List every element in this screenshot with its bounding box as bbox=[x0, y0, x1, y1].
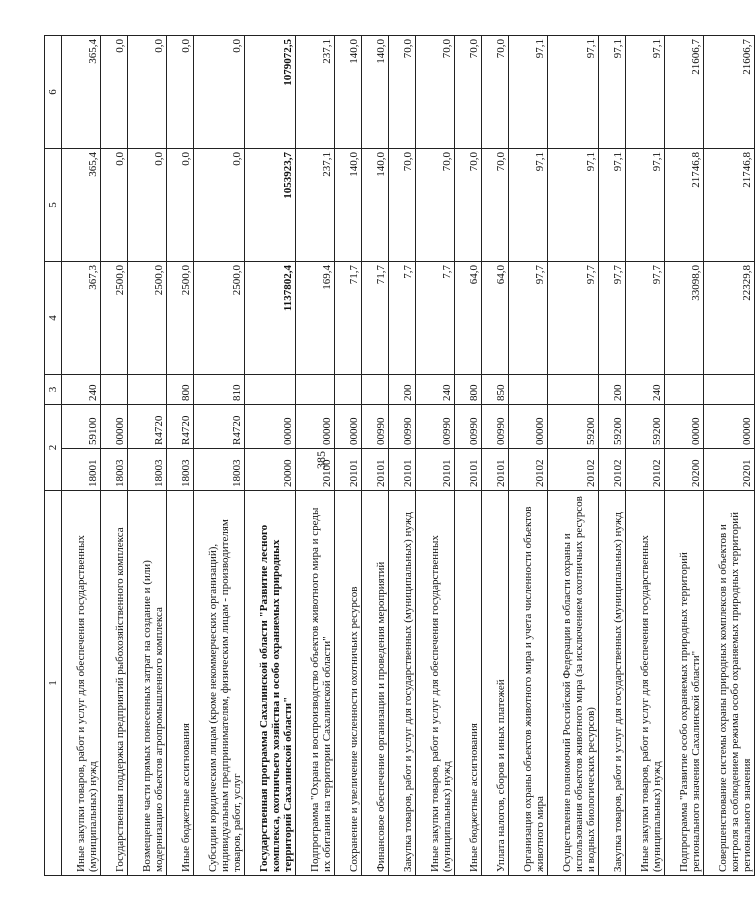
row-code-type-cell bbox=[335, 375, 362, 405]
header-cell-4: 4 bbox=[45, 262, 62, 375]
row-name-cell: Государственная программа Сахалинской области "Развитие лесного комплекса, охотничьего хозяйства и особо охраняемых природных территорий Сахалинской области" bbox=[245, 491, 296, 876]
row-code-type-cell bbox=[548, 375, 599, 405]
row-value-col4-cell: 367,3 bbox=[62, 262, 101, 375]
row-value-col6-cell: 21606,7 bbox=[665, 36, 704, 149]
row-code-target-cell: 20101 bbox=[455, 449, 482, 491]
table-row bbox=[194, 36, 245, 876]
row-value-col5-cell: 1053923,7 bbox=[245, 149, 296, 262]
row-value-col6-cell: 0,0 bbox=[128, 36, 167, 149]
row-code-type-cell bbox=[704, 375, 755, 405]
row-code-direction-cell: R4720 bbox=[194, 405, 245, 449]
table-row bbox=[599, 36, 626, 876]
row-value-col4-cell: 2500,0 bbox=[128, 262, 167, 375]
row-code-type-cell bbox=[296, 375, 335, 405]
row-name-cell: Подпрограмма "Охрана и воспроизводство объектов животного мира и среды их обитания на территории Сахалинской области" bbox=[296, 491, 335, 876]
row-value-col6-cell: 0,0 bbox=[167, 36, 194, 149]
row-code-target-cell: 20200 bbox=[665, 449, 704, 491]
row-name-cell: Иные закупки товаров, работ и услуг для обеспечения государственных (муниципальных) нужд bbox=[416, 491, 455, 876]
row-value-col4-cell: 7,7 bbox=[389, 262, 416, 375]
row-code-type-cell bbox=[665, 375, 704, 405]
row-name-cell: Субсидии юридическим лицам (кроме некоммерческих организаций), индивидуальным предпринимателям, физическим лицам - производителям товаров, работ, услуг bbox=[194, 491, 245, 876]
row-code-direction-cell: 00990 bbox=[455, 405, 482, 449]
row-value-col4-cell: 71,7 bbox=[335, 262, 362, 375]
row-value-col5-cell: 70,0 bbox=[389, 149, 416, 262]
row-name-cell: Уплата налогов, сборов и иных платежей bbox=[482, 491, 509, 876]
row-value-col4-cell: 169,4 bbox=[296, 262, 335, 375]
row-code-direction-cell: 59100 bbox=[62, 405, 101, 449]
row-value-col5-cell: 70,0 bbox=[482, 149, 509, 262]
row-value-col5-cell: 97,1 bbox=[548, 149, 599, 262]
table-row bbox=[296, 36, 335, 876]
row-code-type-cell bbox=[245, 375, 296, 405]
row-code-direction-cell: 00990 bbox=[482, 405, 509, 449]
row-value-col5-cell: 0,0 bbox=[128, 149, 167, 262]
row-code-direction-cell: 00000 bbox=[509, 405, 548, 449]
row-code-target-cell: 18003 bbox=[128, 449, 167, 491]
table-row bbox=[626, 36, 665, 876]
page-number: 385 bbox=[314, 451, 328, 469]
row-value-col4-cell: 2500,0 bbox=[167, 262, 194, 375]
row-value-col6-cell: 97,1 bbox=[509, 36, 548, 149]
row-code-direction-cell: 00990 bbox=[416, 405, 455, 449]
row-value-col6-cell: 0,0 bbox=[194, 36, 245, 149]
row-code-direction-cell: 00000 bbox=[704, 405, 755, 449]
row-code-direction-cell: 00000 bbox=[101, 405, 128, 449]
row-code-type-cell: 850 bbox=[482, 375, 509, 405]
row-value-col6-cell: 70,0 bbox=[482, 36, 509, 149]
row-value-col6-cell: 140,0 bbox=[362, 36, 389, 149]
budget-table bbox=[44, 35, 755, 876]
header-cell-6: 6 bbox=[45, 36, 62, 149]
header-cell-5: 5 bbox=[45, 149, 62, 262]
row-value-col5-cell: 140,0 bbox=[335, 149, 362, 262]
table-row bbox=[245, 36, 296, 876]
row-value-col4-cell: 22329,8 bbox=[704, 262, 755, 375]
table-row bbox=[704, 36, 755, 876]
row-code-target-cell: 20101 bbox=[362, 449, 389, 491]
table-row bbox=[665, 36, 704, 876]
row-value-col4-cell: 1137802,4 bbox=[245, 262, 296, 375]
row-value-col5-cell: 0,0 bbox=[101, 149, 128, 262]
row-value-col6-cell: 237,1 bbox=[296, 36, 335, 149]
header-row bbox=[45, 36, 62, 876]
row-value-col6-cell: 97,1 bbox=[626, 36, 665, 149]
table-row bbox=[62, 36, 101, 876]
row-value-col5-cell: 97,1 bbox=[599, 149, 626, 262]
table-row bbox=[416, 36, 455, 876]
row-name-cell: Иные бюджетные ассигнования bbox=[455, 491, 482, 876]
row-name-cell: Сохранение и увеличение численности охотничьих ресурсов bbox=[335, 491, 362, 876]
row-value-col5-cell: 0,0 bbox=[167, 149, 194, 262]
row-value-col5-cell: 237,1 bbox=[296, 149, 335, 262]
row-code-target-cell: 20102 bbox=[599, 449, 626, 491]
row-code-type-cell: 200 bbox=[389, 375, 416, 405]
row-code-target-cell: 20101 bbox=[416, 449, 455, 491]
row-value-col4-cell: 64,0 bbox=[455, 262, 482, 375]
row-value-col4-cell: 97,7 bbox=[548, 262, 599, 375]
row-name-cell: Осуществление полномочий Российской Федерации в области охраны и использования объектов животного мира (за исключением охотничьих ресурсов и водных биологических ресурсов) bbox=[548, 491, 599, 876]
row-code-type-cell: 800 bbox=[167, 375, 194, 405]
table-row bbox=[101, 36, 128, 876]
table-row bbox=[335, 36, 362, 876]
row-code-type-cell bbox=[101, 375, 128, 405]
row-value-col6-cell: 70,0 bbox=[455, 36, 482, 149]
row-code-target-cell: 20101 bbox=[335, 449, 362, 491]
row-code-type-cell: 240 bbox=[626, 375, 665, 405]
row-code-target-cell: 18003 bbox=[167, 449, 194, 491]
row-code-type-cell: 810 bbox=[194, 375, 245, 405]
row-value-col6-cell: 70,0 bbox=[389, 36, 416, 149]
row-name-cell: Иные закупки товаров, работ и услуг для обеспечения государственных (муниципальных) нужд bbox=[62, 491, 101, 876]
row-code-direction-cell: R4720 bbox=[167, 405, 194, 449]
table-row bbox=[389, 36, 416, 876]
row-value-col6-cell: 140,0 bbox=[335, 36, 362, 149]
row-value-col4-cell: 97,7 bbox=[599, 262, 626, 375]
row-name-cell: Иные бюджетные ассигнования bbox=[167, 491, 194, 876]
row-code-type-cell bbox=[128, 375, 167, 405]
row-code-direction-cell: 00000 bbox=[296, 405, 335, 449]
table-row bbox=[455, 36, 482, 876]
row-value-col6-cell: 97,1 bbox=[548, 36, 599, 149]
row-code-target-cell: 20102 bbox=[548, 449, 599, 491]
row-code-target-cell: 18003 bbox=[101, 449, 128, 491]
row-value-col6-cell: 365,4 bbox=[62, 36, 101, 149]
row-code-direction-cell: 00000 bbox=[245, 405, 296, 449]
row-code-type-cell: 800 bbox=[455, 375, 482, 405]
row-value-col6-cell: 1079072,5 bbox=[245, 36, 296, 149]
row-value-col5-cell: 97,1 bbox=[509, 149, 548, 262]
row-code-target-cell: 20000 bbox=[245, 449, 296, 491]
row-name-cell: Организация охраны объектов животного мира и учета численности объектов животного мира bbox=[509, 491, 548, 876]
row-value-col5-cell: 0,0 bbox=[194, 149, 245, 262]
table-row bbox=[362, 36, 389, 876]
table-rotated-wrapper bbox=[44, 36, 753, 876]
row-code-direction-cell: 00000 bbox=[665, 405, 704, 449]
row-code-target-cell: 20201 bbox=[704, 449, 755, 491]
row-code-type-cell bbox=[362, 375, 389, 405]
row-name-cell: Закупка товаров, работ и услуг для государственных (муниципальных) нужд bbox=[389, 491, 416, 876]
table-row bbox=[167, 36, 194, 876]
row-code-direction-cell: 00990 bbox=[362, 405, 389, 449]
row-code-direction-cell: 59200 bbox=[626, 405, 665, 449]
row-name-cell: Иные закупки товаров, работ и услуг для обеспечения государственных (муниципальных) нужд bbox=[626, 491, 665, 876]
table-row bbox=[548, 36, 599, 876]
row-code-type-cell bbox=[509, 375, 548, 405]
row-name-cell: Закупка товаров, работ и услуг для государственных (муниципальных) нужд bbox=[599, 491, 626, 876]
row-code-target-cell: 20101 bbox=[389, 449, 416, 491]
row-name-cell: Возмещение части прямых понесенных затрат на создание и (или) модернизацию объектов агропромышленного комплекса bbox=[128, 491, 167, 876]
row-name-cell: Финансовое обеспечение организации и проведения мероприятий bbox=[362, 491, 389, 876]
row-value-col5-cell: 21746,8 bbox=[665, 149, 704, 262]
row-value-col4-cell: 71,7 bbox=[362, 262, 389, 375]
row-value-col5-cell: 21746,8 bbox=[704, 149, 755, 262]
row-value-col4-cell: 2500,0 bbox=[101, 262, 128, 375]
row-code-direction-cell: R4720 bbox=[128, 405, 167, 449]
row-value-col6-cell: 0,0 bbox=[101, 36, 128, 149]
row-name-cell: Совершенствование системы охраны природных комплексов и объектов и контроля за соблюдением режима особо охраняемых природных территорий регионального значения bbox=[704, 491, 755, 876]
row-code-target-cell: 20102 bbox=[509, 449, 548, 491]
row-value-col6-cell: 21606,7 bbox=[704, 36, 755, 149]
row-code-target-cell: 18001 bbox=[62, 449, 101, 491]
row-value-col6-cell: 97,1 bbox=[599, 36, 626, 149]
row-value-col5-cell: 365,4 bbox=[62, 149, 101, 262]
row-value-col4-cell: 97,7 bbox=[626, 262, 665, 375]
row-name-cell: Подпрограмма "Развитие особо охраняемых природных территорий регионального значения Сахалинской области" bbox=[665, 491, 704, 876]
row-code-target-cell: 20101 bbox=[482, 449, 509, 491]
row-code-direction-cell: 00000 bbox=[335, 405, 362, 449]
table-row bbox=[509, 36, 548, 876]
row-code-type-cell: 240 bbox=[62, 375, 101, 405]
table-row bbox=[128, 36, 167, 876]
row-value-col4-cell: 7,7 bbox=[416, 262, 455, 375]
header-cell-2: 2 bbox=[45, 405, 62, 491]
row-code-direction-cell: 59200 bbox=[548, 405, 599, 449]
row-value-col4-cell: 97,7 bbox=[509, 262, 548, 375]
row-value-col4-cell: 64,0 bbox=[482, 262, 509, 375]
row-value-col4-cell: 33098,0 bbox=[665, 262, 704, 375]
row-value-col5-cell: 97,1 bbox=[626, 149, 665, 262]
row-code-target-cell: 20100 bbox=[296, 449, 335, 491]
row-value-col5-cell: 70,0 bbox=[455, 149, 482, 262]
row-code-type-cell: 200 bbox=[599, 375, 626, 405]
row-code-target-cell: 18003 bbox=[194, 449, 245, 491]
header-cell-1: 1 bbox=[45, 491, 62, 876]
row-value-col5-cell: 70,0 bbox=[416, 149, 455, 262]
row-value-col5-cell: 140,0 bbox=[362, 149, 389, 262]
row-code-direction-cell: 59200 bbox=[599, 405, 626, 449]
row-code-target-cell: 20102 bbox=[626, 449, 665, 491]
row-code-type-cell: 240 bbox=[416, 375, 455, 405]
row-code-direction-cell: 00990 bbox=[389, 405, 416, 449]
row-name-cell: Государственная поддержка предприятий рыбохозяйственного комплекса bbox=[101, 491, 128, 876]
row-value-col4-cell: 2500,0 bbox=[194, 262, 245, 375]
row-value-col6-cell: 70,0 bbox=[416, 36, 455, 149]
table-body bbox=[62, 36, 755, 876]
header-cell-3: 3 bbox=[45, 375, 62, 405]
table-row bbox=[482, 36, 509, 876]
